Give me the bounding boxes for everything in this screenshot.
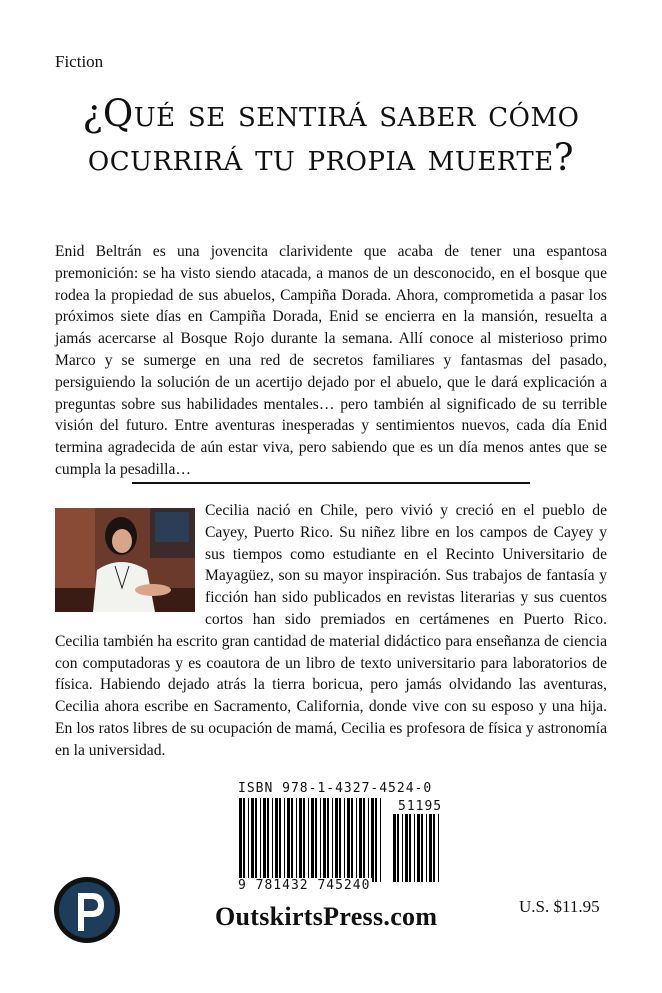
author-photo-image	[55, 508, 195, 612]
author-bio-text: Cecilia nació en Chile, pero vivió y creció en el pueblo de Cayey, Puerto Rico. Su niñez libre en los campos de Cayey y sus tiempos como estudiante en el Recinto Universitario de Mayagüez, son su mayor inspiración. Sus trabajos de fantasía y ficción han sido publicados en revistas literarias y sus cuentos cortos han sido premiados en certámenes en Puerto Rico. Cecilia también ha escrito gran cantidad de material didáctico para enseñanza de ciencia con computadoras y es coautora de un libro de texto universitario para laboratorios de física. Habiendo dejado atrás la tierra boricua, pero jamás olvidando las aventuras, Cecilia ahora escribe en Sacramento, California, donde vive con su esposo y una hija. En los ratos libres de su ocupación de mamá, Cecilia es profesora de física y astronomía en la universidad.	[55, 502, 607, 759]
publisher-logo-icon	[52, 875, 122, 945]
synopsis-text: Enid Beltrán es una jovencita clarividente que acaba de tener una espantosa premonición: se ha visto siendo atacada, a manos de un desconocido, en el bosque que rodea la propiedad de sus abuelos, Campiña Dorada. Ahora, comprometida a pasar los próximos siete días en Campiña Dorada, Enid se encierra en la mansión, resuelta a jamás acercarse al Bosque Rojo durante la semana. Allí conoce al misterioso primo Marco y se sumerge en una red de secretos familiares y fantasmas del pasado, persiguiendo la solución de un acertijo dejado por el abuelo, que le dará explicación a preguntas sobre sus habilidades mentales… pero también al significado de su terrible visión del futuro. Entre aventuras inesperadas y sentimientos nuevos, cada día Enid termina agradecida de aún estar viva, pero sabiendo que es un día menos antes que se cumpla la pesadilla…	[55, 243, 607, 478]
barcode-price-code: 51195	[398, 799, 443, 814]
headline: ¿Qué se sentirá saber cómo ocurrirá tu propia muerte?	[82, 92, 580, 179]
price-label: U.S. $11.95	[519, 897, 600, 916]
section-divider	[132, 482, 530, 484]
publisher-name: OutskirtsPress.com	[215, 902, 438, 931]
author-photo	[55, 508, 195, 612]
genre-label: Fiction	[55, 52, 104, 71]
isbn-label: ISBN 978-1-4327-4524-0	[238, 781, 433, 796]
ean-digits: 9 781432 745240	[238, 878, 371, 893]
